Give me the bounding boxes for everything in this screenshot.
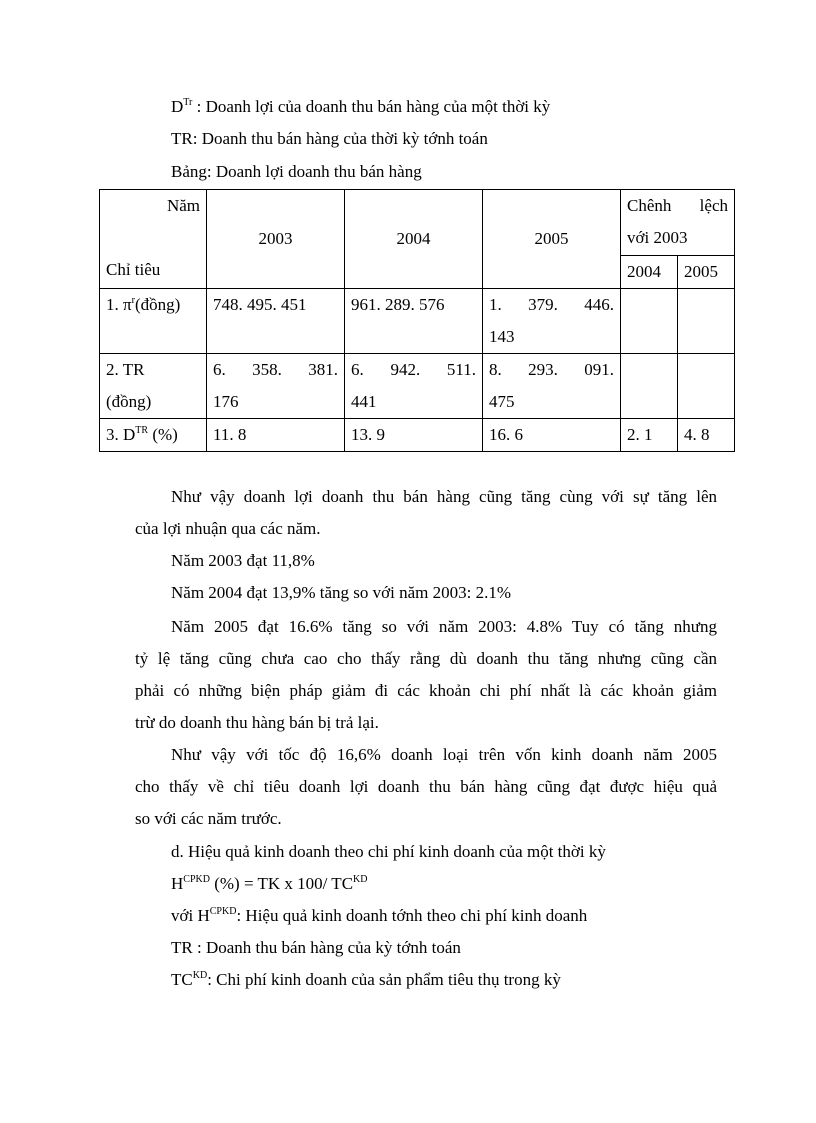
cell-profit-2003 [207,289,345,354]
definition-hcpkd [171,905,587,927]
cell-dtr-2003: 11. 8 [207,419,345,452]
header-year-2005: 2005 [483,190,621,289]
cell-text: 8. 293. 091. [489,360,614,379]
cell-text: 748. 495. 451 [213,295,307,314]
def-pre: với H [171,906,210,925]
row-label-line2: (đồng) [106,392,152,411]
cell-dtr-diff-2005: 4. 8 [678,419,735,452]
paragraph-4-line-1: Năm 2005 đạt 16.6% tăng so với năm 2003: 4.8% Tuy có tăng nhưng [171,617,717,636]
cell-text-line2: 176 [213,392,239,411]
cell-profit-2004 [345,289,483,354]
symbol-d-sup: Tr [183,97,193,108]
cell-text: 1. 379. 446. [489,295,614,314]
cell-dtr-2005: 16. 6 [483,419,621,452]
cell-dtr-2004: 13. 9 [345,419,483,452]
header-corner-cell [100,190,207,289]
header-nam: Năm [166,196,200,215]
cell-profit-diff-2004 [621,289,678,354]
formula-mid: (%) = TK x 100/ TC [209,874,354,893]
paragraph-4-line-3: phải có những biện pháp giảm đi các khoản chi phí nhất là các khoản giảm [135,681,717,700]
def-sup: CPKD [209,906,237,917]
table-row [100,289,735,354]
formula-hcpkd [171,873,368,895]
cell-tr-2003 [207,354,345,419]
paragraph-4-line-4: trừ do doanh thu hàng bán bị trả lại. [135,713,379,732]
def-pre: TC [171,970,193,989]
section-d-heading: d. Hiệu quả kinh doanh theo chi phí kinh doanh của một thời kỳ [171,842,606,861]
definition-tr-2: TR : Doanh thu bán hàng của kỳ tớnh toán [171,938,461,957]
row-label-text: 3. D [106,425,136,444]
formula-tc-sup: KD [353,874,368,885]
cell-tr-diff-2004 [621,354,678,419]
cell-profit-2005 [483,289,621,354]
header-diff-line2: với 2003 [627,228,688,247]
cell-text-line2: 475 [489,392,515,411]
definition-dtr [171,96,550,118]
paragraph-5-line-3: so với các năm trước. [135,809,282,828]
cell-tr-2005 [483,354,621,419]
cell-text: 961. 289. 576 [351,295,445,314]
paragraph-1-line-1: Như vậy doanh lợi doanh thu bán hàng cũng tăng cùng với sự tăng lên [171,487,717,506]
header-year-2004: 2004 [345,190,483,289]
paragraph-5-line-1: Như vậy với tốc độ 16,6% doanh loại trên vốn kinh doanh năm 2005 [171,745,717,764]
row-label-profit [100,289,207,354]
row-label-tail: (%) [148,425,178,444]
row-label-sup: r [131,295,135,306]
row-label-tr [100,354,207,419]
def-sup: KD [192,970,208,981]
cell-text-line2: 143 [489,327,515,346]
symbol-d: D [171,97,184,116]
definition-tckd [171,969,561,991]
paragraph-2: Năm 2003 đạt 11,8% [171,551,315,570]
row-label-dtr [100,419,207,452]
paragraph-5-line-2: cho thấy về chỉ tiêu doanh lợi doanh thu bán hàng cũng đạt được hiệu quả [135,777,717,796]
header-diff-2005: 2005 [678,256,735,289]
table-header-row-1 [100,190,735,256]
paragraph-4-line-2: tỷ lệ tăng cũng chưa cao cho thấy rằng dù doanh thu tăng nhưng cũng cần [135,649,717,668]
cell-tr-2004 [345,354,483,419]
cell-text-line2: 441 [351,392,377,411]
header-diff-word2: lệch [699,196,728,215]
definition-dtr-text: : Doanh lợi của doanh thu bán hàng của một thời kỳ [192,97,551,116]
header-chi-tieu: Chỉ tiêu [106,260,161,279]
cell-dtr-diff-2004: 2. 1 [621,419,678,452]
revenue-profit-table [99,189,735,452]
cell-tr-diff-2005 [678,354,735,419]
cell-text: 6. 942. 511. [351,360,476,379]
paragraph-1-line-2: của lợi nhuận qua các năm. [135,519,321,538]
header-diff-2004: 2004 [621,256,678,289]
header-difference [621,190,735,256]
formula-h-sup: CPKD [183,874,210,885]
definition-tr: TR: Doanh thu bán hàng của thời kỳ tớnh toán [171,129,488,148]
table-caption: Bảng: Doanh lợi doanh thu bán hàng [171,162,422,181]
cell-profit-diff-2005 [678,289,735,354]
row-label-sup: TR [135,425,149,436]
row-label-text: 2. TR [106,360,145,379]
header-diff-word1: Chênh [627,196,672,215]
cell-text: 6. 358. 381. [213,360,338,379]
row-label-text: 1. π [106,295,132,314]
def-text: : Chi phí kinh doanh của sản phẩm tiêu thụ trong kỳ [207,970,561,989]
table-row [100,419,735,452]
paragraph-3: Năm 2004 đạt 13,9% tăng so với năm 2003: 2.1% [171,583,511,602]
formula-h: H [171,874,184,893]
def-text: : Hiệu quả kinh doanh tớnh theo chi phí kinh doanh [236,906,588,925]
header-year-2003: 2003 [207,190,345,289]
table-row [100,354,735,419]
row-label-tail: (đồng) [134,295,181,314]
